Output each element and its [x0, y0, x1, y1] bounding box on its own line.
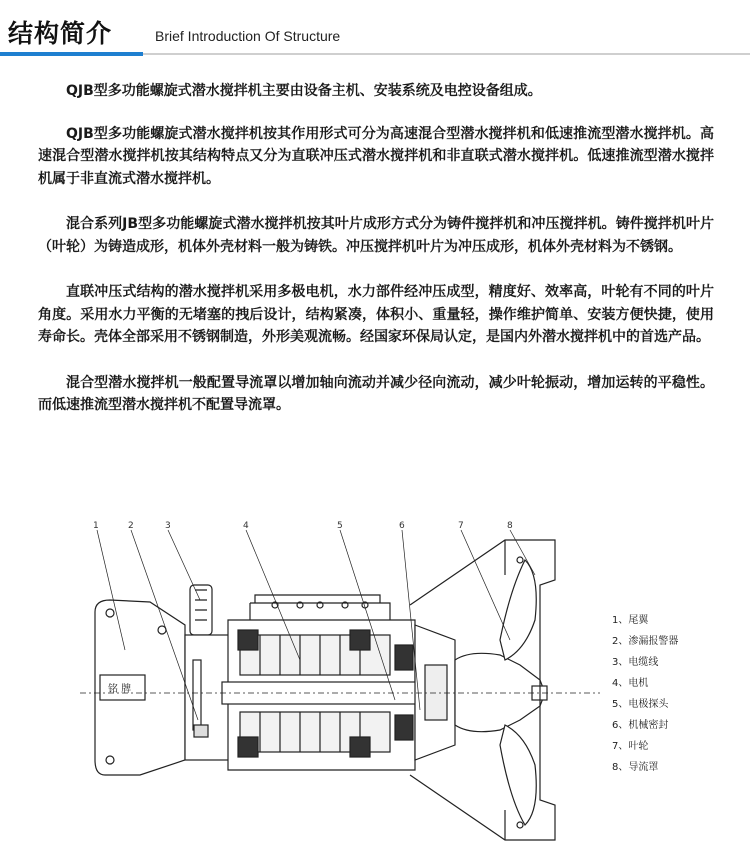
callout-1: 1: [93, 521, 99, 531]
section-title: 结构简介: [8, 19, 113, 48]
callout-3: 3: [165, 521, 171, 531]
legend-item-3: 3、电缆线: [612, 657, 659, 668]
paragraph-5: 混合型潜水搅拌机一般配置导流罩以增加轴向流动并减少径向流动，减少叶轮振动，增加运转的平稳性。而低速推流型潜水搅拌机不配置导流罩。: [38, 374, 714, 413]
legend-item-8: 8、导流罩: [612, 762, 659, 773]
callout-8: 8: [507, 521, 513, 531]
legend-item-7: 7、叶轮: [612, 741, 649, 752]
callout-5: 5: [337, 521, 343, 531]
header-divider: [143, 53, 750, 55]
callout-6: 6: [399, 521, 405, 531]
intro-text: [38, 80, 714, 440]
legend-item-2: 2、渗漏报警器: [612, 636, 679, 647]
callout-7: 7: [458, 521, 464, 531]
callout-4: 4: [243, 521, 249, 531]
diagram-legend: [612, 610, 678, 778]
paragraph-2: QJB型多功能螺旋式潜水搅拌机按其作用形式可分为高速混合型潜水搅拌机和低速推流型潜水搅拌机。高速混合型潜水搅拌机按其结构特点又分为直联冲压式潜水搅拌机和非直联式潜水搅拌机。低速推流型潜水搅拌机属于非直流式潜水搅拌机。: [38, 125, 714, 187]
callout-2: 2: [128, 521, 134, 531]
legend-item-1: 1、尾翼: [612, 615, 649, 626]
paragraph-3: 混合系列JB型多功能螺旋式潜水搅拌机按其叶片成形方式分为铸件搅拌机和冲压搅拌机。铸件搅拌机叶片（叶轮）为铸造成形，机体外壳材料一般为铸铁。冲压搅拌机叶片为冲压成形，机体外壳材料为不锈钢。: [38, 216, 714, 255]
legend-item-5: 5、电极探头: [612, 699, 669, 710]
nameplate-label: 铭 牌: [108, 684, 132, 695]
legend-item-4: 4、电机: [612, 678, 649, 689]
paragraph-4: 直联冲压式结构的潜水搅拌机采用多极电机，水力部件经冲压成型，精度好、效率高，叶轮有不同的叶片角度。采用水力平衡的无堵塞的拽后设计，结构紧凑，体积小、重量轻，操作维护简单、安装方便快捷，使用寿命长。壳体全部采用不锈钢制造，外形美观流畅。经国家环保局认定，是国内外潜水搅拌机中的首选产品。: [38, 284, 714, 345]
legend-item-6: 6、机械密封: [612, 720, 669, 731]
section-subtitle: Brief Introduction Of Structure: [155, 28, 341, 44]
header-accent-bar: [0, 52, 143, 56]
section-header: [0, 0, 750, 60]
paragraph-1: QJB型多功能螺旋式潜水搅拌机主要由设备主机、安装系统及电控设备组成。: [66, 83, 542, 99]
